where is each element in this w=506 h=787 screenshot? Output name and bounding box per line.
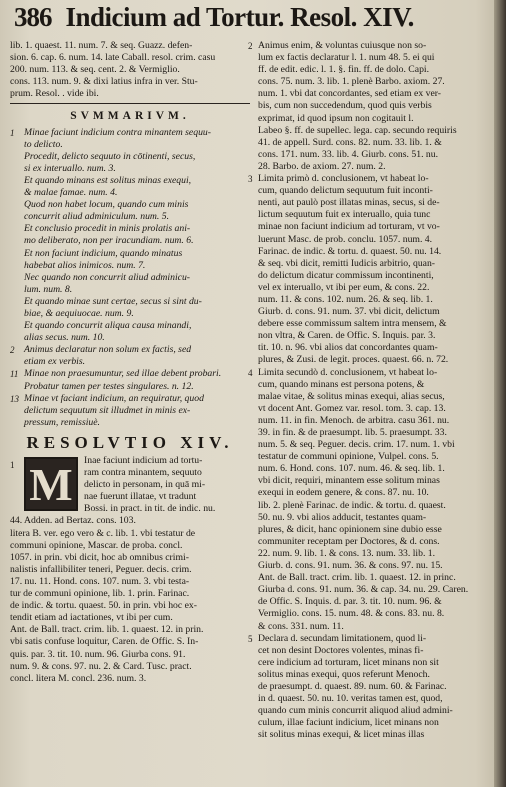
text-line: Et conclusio procedit in minis prolatis ani- — [24, 223, 191, 235]
page-edge-shadow — [494, 0, 506, 787]
text-line: bis, cum non succedendum, quod quis verbis — [258, 100, 432, 112]
text-line: concl. litera M. concl. 236. num. 3. — [10, 672, 147, 684]
divider — [10, 103, 250, 104]
text-line: vbi dicit, requiri, minantem esse solitum minas — [258, 475, 440, 487]
text-line: de Offic. S. Inquis. d. par. 3. tit. 10. num. 96. & — [258, 596, 442, 608]
text-line: malae vitae, & solitus minas exequi, alias secus, — [258, 390, 445, 402]
left-column — [10, 40, 250, 785]
text-line: sion. 6. cap. 6. num. 14. late Caball. resol. crim. casu — [10, 52, 216, 64]
text-line: tur de communi opinione, lib. 1. prin. Farinac. — [10, 588, 190, 600]
text-line: lum ex factis declaratur l. 1. num 48. 5. ei qui — [258, 52, 435, 64]
text-line: delictum sequutum sit illudmet in minis ex- — [24, 404, 191, 416]
text-line: culum, illae faciunt indicium, licet minans non — [258, 717, 439, 729]
text-line: num. 11. in fin. Menoch. de arbitra. casu 361. nu. — [258, 414, 450, 426]
text-line: Giurb. d. cons. 91. num. 37. vbi dicit, delictum — [258, 306, 440, 318]
text-line: non vltra, & Caren. de Offic. S. Inquis. par. 3. — [258, 330, 436, 342]
text-line: 50. nu. 9. vbi alios adducit, testantes quam- — [258, 511, 427, 523]
text-line: Animus declaratur non solum ex factis, sed — [24, 344, 192, 356]
text-line: lib. 1. quaest. 11. num. 7. & seq. Guazz. defen- — [10, 40, 193, 51]
summary-item — [10, 127, 250, 151]
text-line: 200. num. 113. & seq. cent. 2. & Vermiglio. — [10, 64, 180, 76]
paragraph-4 — [248, 366, 494, 633]
marginal-number: 1 — [10, 460, 15, 470]
text-line: solitus minas exequi, quos referunt Menoch. — [258, 668, 430, 680]
text-line: 41. de appell. Surd. cons. 82. num. 33. lib. 1. & — [258, 136, 442, 148]
summary-heading: SVMMARIVM. — [70, 110, 190, 123]
text-line: num. 5. & seq. Peguer. decis. crim. 17. num. 1. vbi — [258, 439, 455, 451]
text-line: Vermiglio. cons. 15. num. 48. & cons. 83. nu. 8. — [258, 608, 445, 620]
summary-item — [10, 393, 250, 429]
text-line: debere esse commissum saltem intra mensem, & — [258, 318, 447, 330]
text-line: num. 11. & cons. 102. num. 26. & seq. lib. 1. — [258, 293, 433, 305]
text-line: cons. 171. num. 33. lib. 4. Giurb. cons. 51. nu. — [258, 148, 439, 160]
text-line: nae fuerunt illatae, vt tradunt — [84, 491, 197, 503]
text-line: tit. 10. n. 96. vbi alios dat concordantes quam- — [258, 342, 438, 354]
text-line: 39. in fin. & de praesumpt. lib. 5. praesumpt. 33. — [258, 427, 447, 438]
text-line: vel ex interuallo, vt ibi per eum, & cons. 22. — [258, 281, 430, 293]
summary-item — [10, 272, 250, 296]
summary-item — [10, 248, 250, 272]
summary-item-number: 13 — [10, 393, 19, 404]
text-line: ff. de edit. edic. l. 1. §. fin. ff. de dolo. Capi. — [258, 64, 430, 76]
text-line: Giurb. d. cons. 91. num. 36. & cons. 97. nu. 15. — [258, 560, 443, 572]
text-line: Giurba d. cons. 91. num. 36. & cap. 34. nu. 29. Caren. — [258, 584, 469, 596]
text-line: minae non faciunt indicium ad torturam, vt vo- — [258, 221, 440, 233]
text-line: exequi in eodem genere, & cons. 87. nu. 10. — [258, 487, 429, 499]
text-line: exprimat, id quod ipsum non cogitauit l. — [258, 112, 414, 124]
text-line: num. 6. Hond. cons. 107. num. 46. & seq. lib. 1. — [258, 463, 445, 475]
text-line: nalistis infallibiliter teneri, Peguer. decis. crim. — [10, 563, 192, 575]
text-line: & seq. vbi dicit, remitti Iudicis arbitrio, quan- — [258, 257, 436, 269]
marginal-number-2: 2 — [248, 41, 253, 51]
text-line: prum. Resol. . vide ibi. — [10, 88, 99, 100]
text-line: alias secus. num. 10. — [24, 332, 105, 344]
summary-item — [10, 151, 250, 175]
text-line: mo deliberato, non per iracundiam. num. 6. — [24, 235, 194, 247]
page-header — [14, 2, 494, 40]
text-line: Bossi. in pract. in tit. de indic. nu. — [84, 503, 216, 515]
text-line: luerunt Masc. de prob. conclu. 1057. num. 4. — [258, 233, 433, 245]
text-line: Ant. de Ball. tract. crim. lib. 1. quaest. 12. in princ. — [258, 572, 456, 584]
text-line: 1057. in prin. vbi dicit, hoc ab omnibus crimi- — [10, 551, 189, 563]
text-line: Ant. de Ball. tract. crim. lib. 1. quaest. 12. in prin. — [10, 624, 204, 636]
text-line: cet non desint Doctores volentes, minas fi- — [258, 644, 424, 656]
text-line: to delicto. — [24, 138, 63, 150]
text-line: biae, & aequiuocae. num. 9. — [24, 307, 134, 319]
summary-item — [10, 344, 250, 368]
text-line: lictum sequutum fuit ex interuallo, quia tunc — [258, 209, 431, 221]
text-line: cere indicium ad torturam, licet minans non sit — [258, 656, 439, 668]
text-line: vbi satis confuse loquitur, Caren. de Offic. S. In- — [10, 636, 199, 648]
text-line: habebat alios inimicos. num. 7. — [24, 259, 146, 271]
text-line: Inae faciunt indicium ad tortu- — [84, 455, 203, 466]
text-line: cum, quando delictum sequutum fuit inconti- — [258, 185, 433, 197]
running-title: Indicium ad Tortur. Resol. XIV. — [65, 2, 414, 32]
text-line: communiter receptam per Doctores, & d. cons. — [258, 535, 440, 547]
text-line: Animus enim, & voluntas cuiusque non so- — [258, 40, 427, 51]
text-line: concurrit aliud adminiculum. num. 5. — [24, 211, 170, 223]
text-line: Probatur tamen per testes singulares. n. 12. — [24, 380, 194, 392]
text-line: communi opinione, Mascar. de proba. concl. — [10, 539, 183, 551]
text-line: plures, & dicit, hanc opinionem sine dubio esse — [258, 523, 442, 535]
summary-item — [10, 368, 250, 380]
paragraph-5 — [248, 632, 494, 742]
text-line: pressum, remissiuè. — [24, 416, 100, 428]
text-line: Et non faciunt indicium, quando minatus — [24, 247, 183, 259]
summary-item — [10, 223, 250, 247]
text-line: nenti, aut paulò post illatas minas, secus, si de- — [258, 197, 440, 209]
text-line: Et quando minans est solitus minas exequi, — [24, 174, 192, 186]
summary-item — [10, 175, 250, 199]
text-line: Et quando minae sunt certae, secus si sint du- — [24, 295, 202, 307]
text-line: testatur de communi opinione, Vulpel. cons. 5. — [258, 451, 439, 463]
summary-item-number: 1 — [10, 127, 15, 138]
text-line: Procedit, delicto sequuto in cōtinenti, secus, — [24, 150, 196, 162]
text-line: Limita primò d. conclusionem, vt habeat lo- — [258, 173, 429, 185]
text-line: si ex interuallo. num. 3. — [24, 162, 116, 174]
text-line: lum. num. 8. — [24, 283, 73, 295]
marginal-number-3: 3 — [248, 174, 253, 185]
text-line: Minae vt faciant indicium, an requiratur, quod — [24, 392, 204, 404]
text-line: num. 1. vbi dat concordantes, sed etiam ex ver- — [258, 88, 442, 100]
text-line: Labeo §. ff. de supellec. lega. cap. secundo requiris — [258, 124, 457, 136]
text-line: do delictum dicatur commissum incontinenti, — [258, 269, 434, 281]
text-line: Quod non habet locum, quando cum minis — [24, 199, 189, 211]
marginal-number-4: 4 — [248, 367, 253, 378]
paragraph-2 — [248, 40, 494, 173]
marginal-number-5: 5 — [248, 633, 253, 644]
paragraph-3 — [248, 173, 494, 367]
text-line: Nec quando non concurrit aliud adminicu- — [24, 271, 191, 283]
text-line: etiam ex verbis. — [24, 356, 86, 368]
text-line: 28. Barbo. de axiom. 27. num. 2. — [258, 160, 386, 172]
text-line: de praesumpt. d. quaest. 89. num. 60. & Farinac. — [258, 680, 447, 692]
text-line: Declara d. secundam limitationem, quod li- — [258, 632, 427, 644]
summary-item — [10, 381, 250, 393]
intro-text — [10, 40, 250, 100]
text-line: Minae faciunt indicium contra minantem sequu- — [24, 126, 211, 138]
page-number: 386 — [14, 2, 52, 32]
summary-item-number: 11 — [10, 369, 19, 380]
summary-item — [10, 199, 250, 223]
text-line: Et quando concurrit aliqua causa minandi, — [24, 320, 192, 332]
text-line: delicto in personam, in quā mi- — [84, 479, 206, 491]
text-line: in d. quaest. 50. nu. 10. veritas tamen est, quod, — [258, 693, 443, 705]
text-line: sit solitus minas exequi, & licet minas illas — [258, 729, 425, 741]
text-line: num. 9. & cons. 97. nu. 2. & Card. Tusc. pract. — [10, 660, 192, 672]
text-line: & malae famae. num. 4. — [24, 187, 118, 199]
text-line: vt docent Ant. Gomez var. resol. tom. 3. cap. 13. — [258, 402, 446, 414]
text-line: de indic. & tortu. quaest. 50. in prin. vbi hoc ex- — [10, 600, 197, 612]
text-line: Farinac. de indic. & tortu. d. quaest. 50. nu. 14. — [258, 245, 442, 257]
text-line: quando cum minis concurrit aliquod aliud admini- — [258, 705, 453, 717]
resolutio-heading: RESOLVTIO XIV. — [26, 432, 234, 452]
text-line: plures, & Zusi. de legit. proces. quaest. 66. n. 72. — [258, 354, 449, 366]
text-line: cons. 113. num. 9. & dixi latius infra in ver. Stu- — [10, 76, 198, 88]
resolutio-body — [10, 455, 250, 685]
text-line: Limita secundò d. conclusionem, vt habeat lo- — [258, 366, 438, 378]
text-line: quis. par. 3. tit. 10. num. 96. Giurba cons. 91. — [10, 648, 186, 660]
drop-cap-initial: M — [24, 457, 78, 511]
text-line: tendit etiam ad iactationes, vt ibi per cum. — [10, 612, 173, 624]
text-line: 22. num. 9. lib. 1. & cons. 13. num. 33. lib. 1. — [258, 547, 436, 559]
text-line: 17. nu. 11. Hond. cons. 107. num. 3. vbi testa- — [10, 575, 190, 587]
summary-item — [10, 296, 250, 320]
text-line: lib. 2. plenè Farinac. de indic. & tortu. d. quaest. — [258, 499, 446, 511]
right-column — [248, 40, 494, 785]
text-line: cons. 75. num. 3. lib. 1. plenè Barbo. axiom. 27. — [258, 76, 445, 88]
summary-item-number: 2 — [10, 345, 15, 356]
summary-list — [10, 127, 250, 429]
text-line: cum, quando minans est persona potens, & — [258, 378, 425, 390]
text-line: 44. Adden. ad Bertaz. cons. 103. — [10, 515, 136, 527]
text-line: & cons. 331. num. 11. — [258, 620, 344, 632]
summary-item — [10, 320, 250, 344]
text-line: Minae non praesumuntur, sed illae debent probari. — [24, 368, 222, 380]
text-line: ram contra minantem, sequuto — [84, 467, 202, 479]
text-line: litera B. ver. ego vero & c. lib. 1. vbi testatur de — [10, 527, 196, 539]
